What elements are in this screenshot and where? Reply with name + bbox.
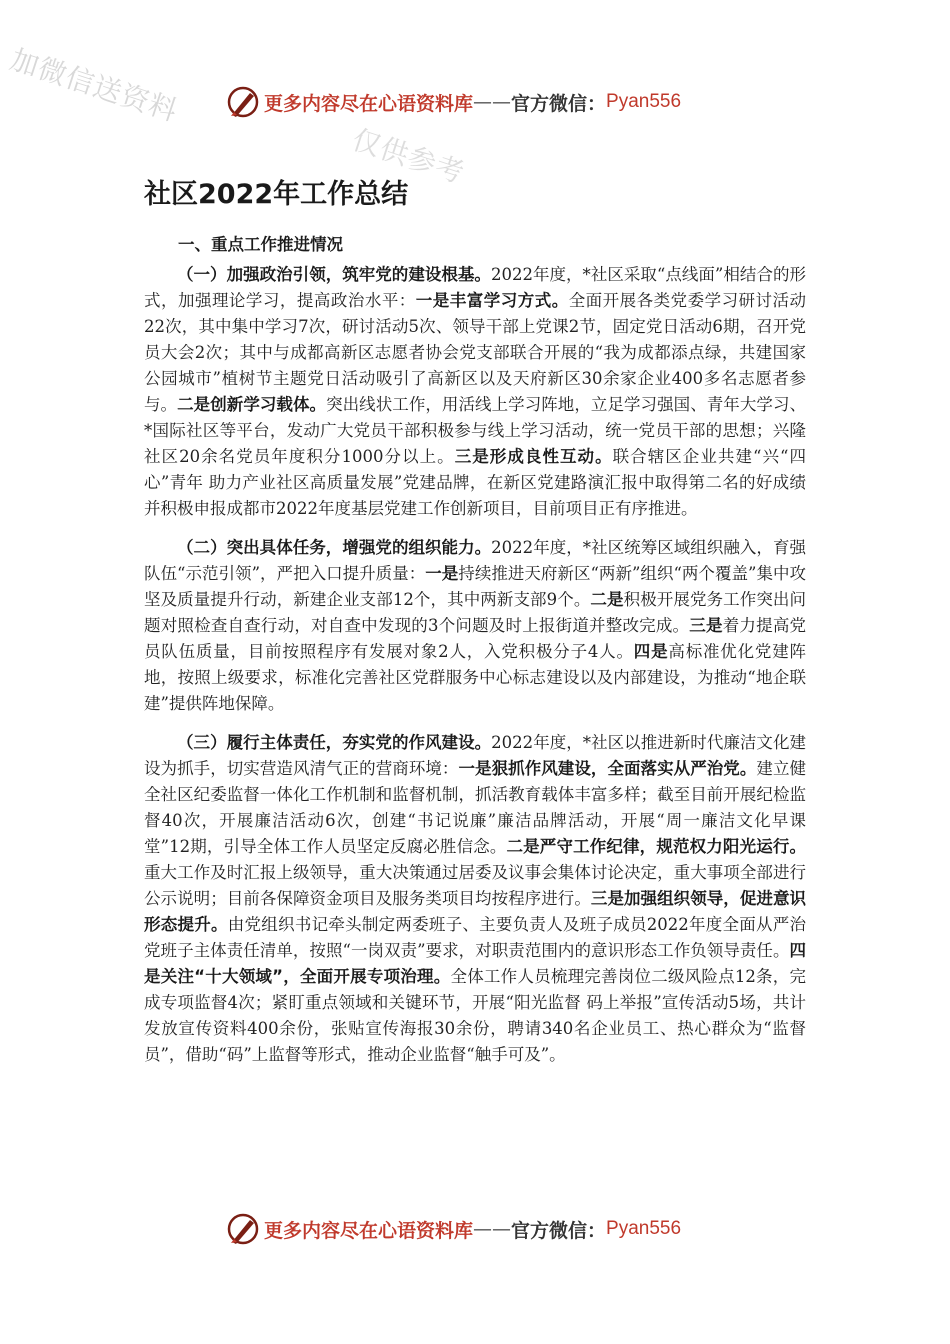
text-run: 2022年度，*社区采取“点线面”相结合的形式，加强理论学习，提高政治水平： xyxy=(144,265,806,310)
bold-point: 二是 xyxy=(590,590,624,609)
watermark-text: 加微信送资料 xyxy=(6,42,182,128)
banner-separator: —— xyxy=(473,1218,512,1240)
text-run: 2022年度，*社区以推进新时代廉洁文化建设为抓手，切实营造风清气正的营商环境： xyxy=(144,733,807,778)
watermark-text-2: 仅供参考 xyxy=(348,122,469,190)
text-run: 持续推进天府新区“两新”组织“两个覆盖”集中攻坚及质量提升行动，新建企业支部12个，其中两新支部9个。 xyxy=(144,564,806,609)
bold-point: 三是形成良性互动。 xyxy=(454,447,613,466)
text-run: 全面开展各类党委学习研讨活动22次，其中集中学习7次，研讨活动5次、领导干部上党课2节，固定党日活动6期，召开党员大会2次；其中与成都高新区志愿者协会党支部联合开展的“我为成都添点绿，共建国家公园城市”植树节主题党日活动吸引了高新区以及天府新区30余家企业400多名志愿者参与。 xyxy=(144,291,807,414)
banner-wechat-id: Pyan556 xyxy=(606,91,682,112)
paragraph-heading: （二）突出具体任务，增强党的组织能力。 xyxy=(177,538,492,557)
text-run: 建立健全社区纪委监督一体化工作机制和监督机制，抓活教育载体丰富多样；截至目前开展纪检监督40次，开展廉洁活动6次，创建“书记说廉”廉洁品牌活动，开展“周一廉洁文化早课堂”12期，引导全体工作人员坚定反腐必胜信念。 xyxy=(144,759,807,856)
banner-main-text: 更多内容尽在心语资料库 xyxy=(264,92,474,115)
footer-banner xyxy=(226,1211,726,1247)
section-heading: 一、重点工作推进情况 xyxy=(178,235,343,254)
bold-point: 四是 xyxy=(633,642,669,661)
brush-pen-logo-icon xyxy=(226,85,260,119)
paragraph-2 xyxy=(144,535,806,717)
text-run: 高标准优化党建阵地，按照上级要求，标准化完善社区党群服务中心标志建设以及内部建设，为推动“地企联建”提供阵地保障。 xyxy=(144,642,807,713)
paragraph-heading: （三）履行主体责任，夯实党的作风建设。 xyxy=(177,733,492,752)
bold-point: 三是 xyxy=(689,616,723,635)
bold-point: 一是 xyxy=(425,564,459,583)
banner-wechat-label: 官方微信： xyxy=(511,1219,607,1242)
text-run: 积极开展党务工作突出问题对照检查自查行动，对自查中发现的3个问题及时上报街道并整改完成。 xyxy=(144,590,807,635)
text-run: 着力提高党员队伍质量，目前按照程序有发展对象2人，入党积极分子4人。 xyxy=(144,616,807,661)
banner-main-text: 更多内容尽在心语资料库 xyxy=(264,1219,474,1242)
text-run: 重大工作及时汇报上级领导，重大决策通过居委及议事会集体讨论决定，重大事项全部进行公示说明；目前各保障资金项目及服务类项目均按程序进行。 xyxy=(144,863,806,908)
bold-point: 一是狠抓作风建设，全面落实从严治党。 xyxy=(458,759,757,778)
paragraph-1 xyxy=(144,262,806,522)
text-run: 突出线状工作，用活线上学习阵地，立足学习强国、青年大学习、*国际社区等平台，发动广大党员干部积极参与线上学习活动，统一党员干部的思想；兴隆社区20余名党员年度积分1000分以上。 xyxy=(144,395,807,466)
bold-point: 二是严守工作纪律，规范权力阳光运行。 xyxy=(506,837,807,856)
bold-point: 三是加强组织领导，促进意识形态提升。 xyxy=(144,889,807,934)
text-run: 2022年度，*社区统筹区域组织融入，育强队伍“示范引领”，严把入口提升质量： xyxy=(144,538,807,583)
banner-separator: —— xyxy=(473,91,512,113)
bold-point: 四是关注“十大领域”，全面开展专项治理。 xyxy=(144,941,806,986)
banner-wechat-label: 官方微信： xyxy=(511,92,607,115)
text-run: 由党组织书记牵头制定两委班子、主要负责人及班子成员2022年度全面从严治党班子主体责任清单，按照“一岗双责”要求，对职责范围内的意识形态工作负领导责任。 xyxy=(144,915,807,960)
paragraph-heading: （一）加强政治引领，筑牢党的建设根基。 xyxy=(177,265,491,284)
bold-point: 二是创新学习载体。 xyxy=(177,395,327,414)
banner-wechat-id: Pyan556 xyxy=(606,1218,682,1239)
bold-point: 一是丰富学习方式。 xyxy=(415,291,569,310)
paragraph-3 xyxy=(144,730,806,1068)
document-title: 社区2022年工作总结 xyxy=(144,179,409,210)
brush-pen-logo-icon xyxy=(226,1212,260,1246)
text-run: 全体工作人员梳理完善岗位二级风险点12条，完成专项监督4次；紧盯重点领域和关键环节，开展“阳光监督 码上举报”宣传活动5场，共计发放宣传资料400余份，张贴宣传海报30余份，聘请340名企业员工、热心群众为“监督员”，借助“码”上监督等形式，推动企业监督“触手可及”。 xyxy=(144,967,806,1064)
header-banner xyxy=(226,84,726,120)
text-run: 联合辖区企业共建“兴“四心”青年 助力产业社区高质量发展”党建品牌，在新区党建路演汇报中取得第二名的好成绩并积极申报成都市2022年度基层党建工作创新项目，目前项目正有序推进。 xyxy=(144,447,806,518)
document-body xyxy=(144,262,806,1081)
